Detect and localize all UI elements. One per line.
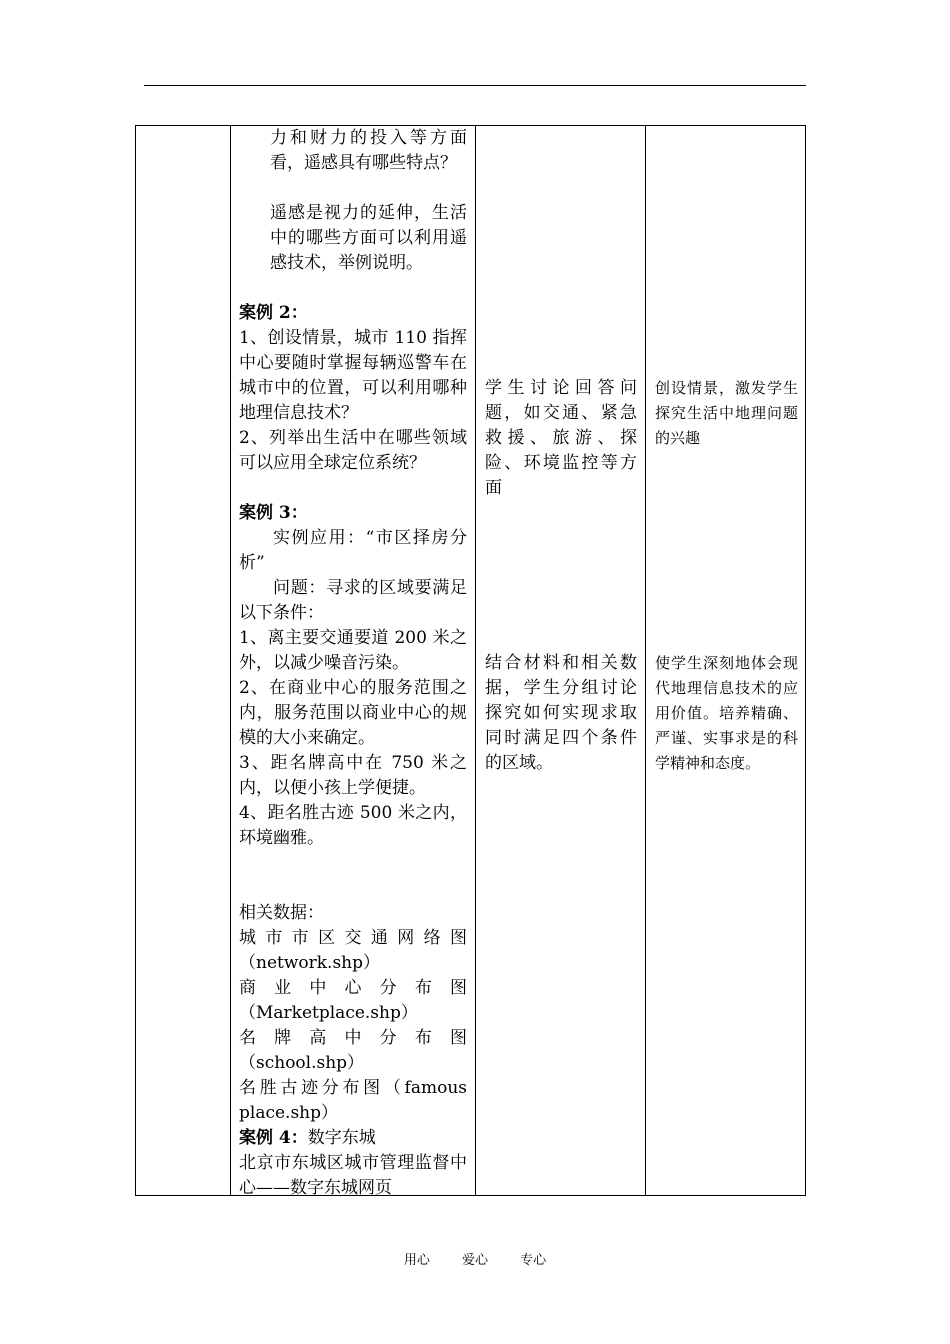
data-item-marketplace: 商业中心分布图（Marketplace.shp）	[239, 978, 467, 1023]
case4-title: 案例 4：	[239, 1128, 308, 1148]
table-row	[136, 126, 806, 1196]
case3-application: 实例应用：“市区择房分析”	[239, 528, 467, 573]
data-item-network: 城市市区交通网络图（network.shp）	[239, 928, 467, 973]
case3-data-title: 相关数据：	[239, 903, 324, 923]
case4-desc: 北京市东城区城市管理监督中心——数字东城网页	[239, 1153, 467, 1198]
page-footer	[0, 1249, 950, 1268]
cell-design-intent	[646, 126, 806, 1196]
cell-teacher-activity	[231, 126, 476, 1196]
intro-question-2: 遥感是视力的延伸，生活中的哪些方面可以利用遥感技术，举例说明。	[270, 203, 467, 273]
case3-item-3: 3、距名牌高中在 750 米之内，以便小孩上学便捷。	[239, 753, 467, 798]
header-rule	[144, 85, 806, 86]
case3-item-1: 1、离主要交通要道 200 米之外，以减少噪音污染。	[239, 628, 467, 673]
case2-item-2: 2、列举出生活中在哪些领域可以应用全球定位系统？	[239, 428, 467, 473]
case3-question: 问题：寻求的区域要满足以下条件：	[239, 578, 467, 623]
student-answer-2: 结合材料和相关数据，学生分组讨论探究如何实现求取同时满足四个条件的区域。	[485, 653, 637, 773]
footer-text-1: 用心	[403, 1253, 430, 1268]
design-intent-1: 创设情景，激发学生探究生活中地理问题的兴趣	[655, 379, 798, 447]
lesson-table	[135, 125, 806, 1196]
case3-item-4: 4、距名胜古迹 500 米之内，环境幽雅。	[239, 803, 467, 848]
case3-item-2: 2、在商业中心的服务范围之内，服务范围以商业中心的规模的大小来确定。	[239, 678, 467, 748]
case4-heading	[239, 1126, 467, 1151]
data-item-school: 名牌高中分布图（school.shp）	[239, 1028, 467, 1073]
cell-stage	[136, 126, 231, 1196]
data-item-famous-place: 名胜古迹分布图（famous place.shp）	[239, 1078, 467, 1123]
design-intent-2: 使学生深刻地体会现代地理信息技术的应用价值。培养精确、严谨、实事求是的科学精神和态度。	[655, 654, 798, 772]
case2-title: 案例 2：	[239, 303, 308, 323]
case2-item-1: 1、创设情景，城市 110 指挥中心要随时掌握每辆巡警车在城市中的位置，可以利用哪种地理信息技术？	[239, 328, 467, 423]
cell-student-activity	[476, 126, 646, 1196]
footer-text-2: 爱心	[461, 1253, 488, 1268]
footer-text-3: 专心	[520, 1253, 547, 1268]
intro-question-1: 力和财力的投入等方面看，遥感具有哪些特点？	[270, 128, 467, 173]
case3-title: 案例 3：	[239, 503, 308, 523]
student-answer-1: 学生讨论回答问题，如交通、紧急救援、旅游、探险、环境监控等方面	[485, 378, 637, 498]
case4-name: 数字东城	[307, 1128, 376, 1148]
